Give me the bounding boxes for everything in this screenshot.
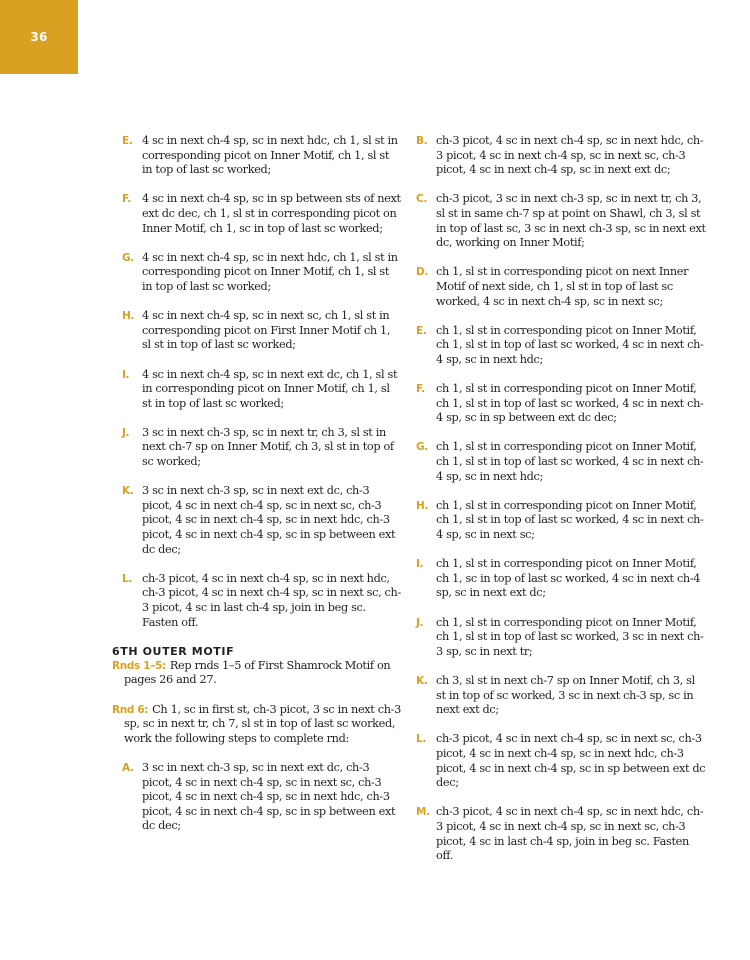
step-i — [416, 557, 706, 601]
step-text: ch 1, sl st in corresponding picot on next Inner Motif of next side, ch 1, sl st in top of last sc worked, 4 sc in next ch-4 sp, sc in next sc; — [436, 265, 689, 308]
step-m — [416, 805, 706, 863]
step-g — [416, 440, 706, 484]
step-h — [416, 499, 706, 543]
section-heading: 6TH OUTER MOTIF — [112, 644, 235, 658]
rnd-text: Rep rnds 1–5 of First Shamrock Motif on pages 26 and 27. — [124, 658, 391, 687]
step-label: H. — [416, 499, 429, 512]
left-column — [112, 134, 402, 849]
step-k — [416, 674, 706, 718]
step-h — [122, 309, 402, 353]
step-label: C. — [416, 193, 427, 206]
page-number: 36 — [30, 30, 48, 44]
step-text: 3 sc in next ch-3 sp, sc in next ext dc, ch-3 picot, 4 sc in next ch-4 sp, sc in next sc, ch-3 picot, 4 sc in next ch-4 sp, sc in next hdc, ch-3 picot, 4 sc in next ch-4 sp, sc in sp between ext dc dec; — [142, 760, 396, 833]
step-label: M. — [416, 806, 430, 819]
step-text: ch 1, sl st in corresponding picot on Inner Motif, ch 1, sl st in top of last sc worked, 4 sc in next ch-4 sp, sc in next hdc; — [436, 440, 704, 483]
step-text: ch-3 picot, 4 sc in next ch-4 sp, sc in next hdc, ch-3 picot, 4 sc in next ch-4 sp, sc in next sc, ch-3 picot, 4 sc in next ch-4 sp, sc in next ext dc; — [436, 134, 704, 177]
step-label: J. — [122, 426, 130, 439]
step-label: G. — [122, 251, 134, 264]
step-text: 4 sc in next ch-4 sp, sc in sp between sts of next ext dc dec, ch 1, sl st in corresponding picot on Inner Motif, ch 1, sc in top of last sc worked; — [142, 192, 401, 235]
step-text: 3 sc in next ch-3 sp, sc in next tr, ch 3, sl st in next ch-7 sp on Inner Motif, ch 3, sl st in top of sc worked; — [142, 425, 394, 469]
step-a — [122, 761, 402, 834]
rnd-text: Ch 1, sc in first st, ch-3 picot, 3 sc in next ch-3 sp, sc in next tr, ch 7, sl st in top of last sc worked, work the following steps to complete rnd: — [124, 702, 401, 745]
step-c — [416, 192, 706, 250]
step-text: ch-3 picot, 4 sc in next ch-4 sp, sc in next hdc, ch-3 picot, 4 sc in next ch-4 sp, sc in next sc, ch-3 picot, 4 sc in last ch-4 sp, join in beg sc. Fasten off. — [142, 571, 401, 629]
step-e — [122, 134, 402, 178]
step-j — [416, 616, 706, 660]
step-label: L. — [416, 733, 426, 746]
step-text: 4 sc in next ch-4 sp, sc in next ext dc, ch 1, sl st in corresponding picot on Inner Motif, ch 1, sl st in top of last sc worked; — [142, 367, 398, 410]
step-label: D. — [416, 266, 429, 279]
right-column — [416, 134, 706, 878]
step-text: 4 sc in next ch-4 sp, sc in next sc, ch 1, sl st in corresponding picot on First Inner Motif ch 1, sl st in top of last sc worked; — [142, 309, 391, 352]
step-i — [122, 368, 402, 412]
step-f — [122, 192, 402, 236]
step-text: ch 3, sl st in next ch-7 sp on Inner Motif, ch 3, sl st in top of sc worked, 3 sc in next ch-3 sp, sc in next ext dc; — [436, 673, 695, 717]
step-text: ch 1, sl st in corresponding picot on Inner Motif, ch 1, sl st in top of last sc worked, 4 sc in next ch-4 sp, sc in next hdc; — [436, 323, 704, 366]
step-label: I. — [416, 558, 424, 571]
step-text: ch 1, sl st in corresponding picot on Inner Motif, ch 1, sl st in top of last sc worked, 4 sc in next ch-4 sp, sc in sp between ext dc dec; — [436, 382, 704, 425]
step-label: I. — [122, 368, 130, 381]
step-l — [416, 732, 706, 790]
step-text: ch-3 picot, 4 sc in next ch-4 sp, sc in next sc, ch-3 picot, 4 sc in next ch-4 sp, sc in next hdc, ch-3 picot, 4 sc in next ch-4 sp, sc in sp between ext dc dec; — [436, 732, 706, 790]
step-text: ch 1, sl st in corresponding picot on Inner Motif, ch 1, sl st in top of last sc worked, 3 sc in next ch-3 sp, sc in next tr; — [436, 615, 704, 658]
step-label: E. — [416, 324, 427, 337]
step-text: 3 sc in next ch-3 sp, sc in next ext dc, ch-3 picot, 4 sc in next ch-4 sp, sc in next sc, ch-3 picot, 4 sc in next ch-4 sp, sc in next hdc, ch-3 picot, 4 sc in next ch-4 sp, sc in sp between ext dc dec; — [142, 484, 396, 556]
step-g — [122, 251, 402, 295]
rnds-1-5 — [112, 659, 402, 688]
step-l — [122, 572, 402, 630]
step-b — [416, 134, 706, 178]
step-text: ch 1, sl st in corresponding picot on Inner Motif, ch 1, sc in top of last sc worked, 4 sc in next ch-4 sp, sc in next ext dc; — [436, 557, 701, 600]
step-text: ch-3 picot, 3 sc in next ch-3 sp, sc in next tr, ch 3, sl st in same ch-7 sp at point on Shawl, ch 3, sl st in top of last sc, 3 sc in next ch-3 sp, sc in next ext dc, working on Inner Motif; — [436, 192, 706, 250]
step-label: A. — [122, 761, 134, 774]
step-label: L. — [122, 572, 132, 585]
step-label: J. — [416, 616, 424, 629]
step-f — [416, 382, 706, 426]
step-d — [416, 265, 706, 309]
step-label: E. — [122, 135, 133, 147]
step-label: F. — [122, 193, 131, 206]
page-number-tab — [0, 0, 78, 74]
step-label: H. — [122, 310, 135, 323]
step-text: 4 sc in next ch-4 sp, sc in next hdc, ch 1, sl st in corresponding picot on Inner Motif, ch 1, sl st in top of last sc worked; — [142, 250, 398, 293]
rnd-label: Rnds 1–5: — [112, 659, 166, 672]
step-label: K. — [416, 674, 428, 687]
step-text: ch 1, sl st in corresponding picot on Inner Motif, ch 1, sl st in top of last sc worked, 4 sc in next ch-4 sp, sc in next sc; — [436, 498, 704, 542]
step-e — [416, 324, 706, 368]
step-text: 4 sc in next ch-4 sp, sc in next hdc, ch 1, sl st in corresponding picot on Inner Motif, ch 1, sl st in top of last sc worked; — [142, 134, 398, 177]
step-label: K. — [122, 485, 134, 498]
step-label: B. — [416, 135, 428, 147]
step-label: F. — [416, 383, 425, 396]
step-j — [122, 426, 402, 470]
step-label: G. — [416, 441, 428, 454]
rnd-label: Rnd 6: — [112, 703, 149, 716]
rnd-6 — [112, 703, 402, 747]
step-text: ch-3 picot, 4 sc in next ch-4 sp, sc in next hdc, ch-3 picot, 4 sc in next ch-4 sp, sc in next sc, ch-3 picot, 4 sc in last ch-4 sp, join in beg sc. Fasten off. — [436, 805, 704, 863]
step-k — [122, 484, 402, 557]
